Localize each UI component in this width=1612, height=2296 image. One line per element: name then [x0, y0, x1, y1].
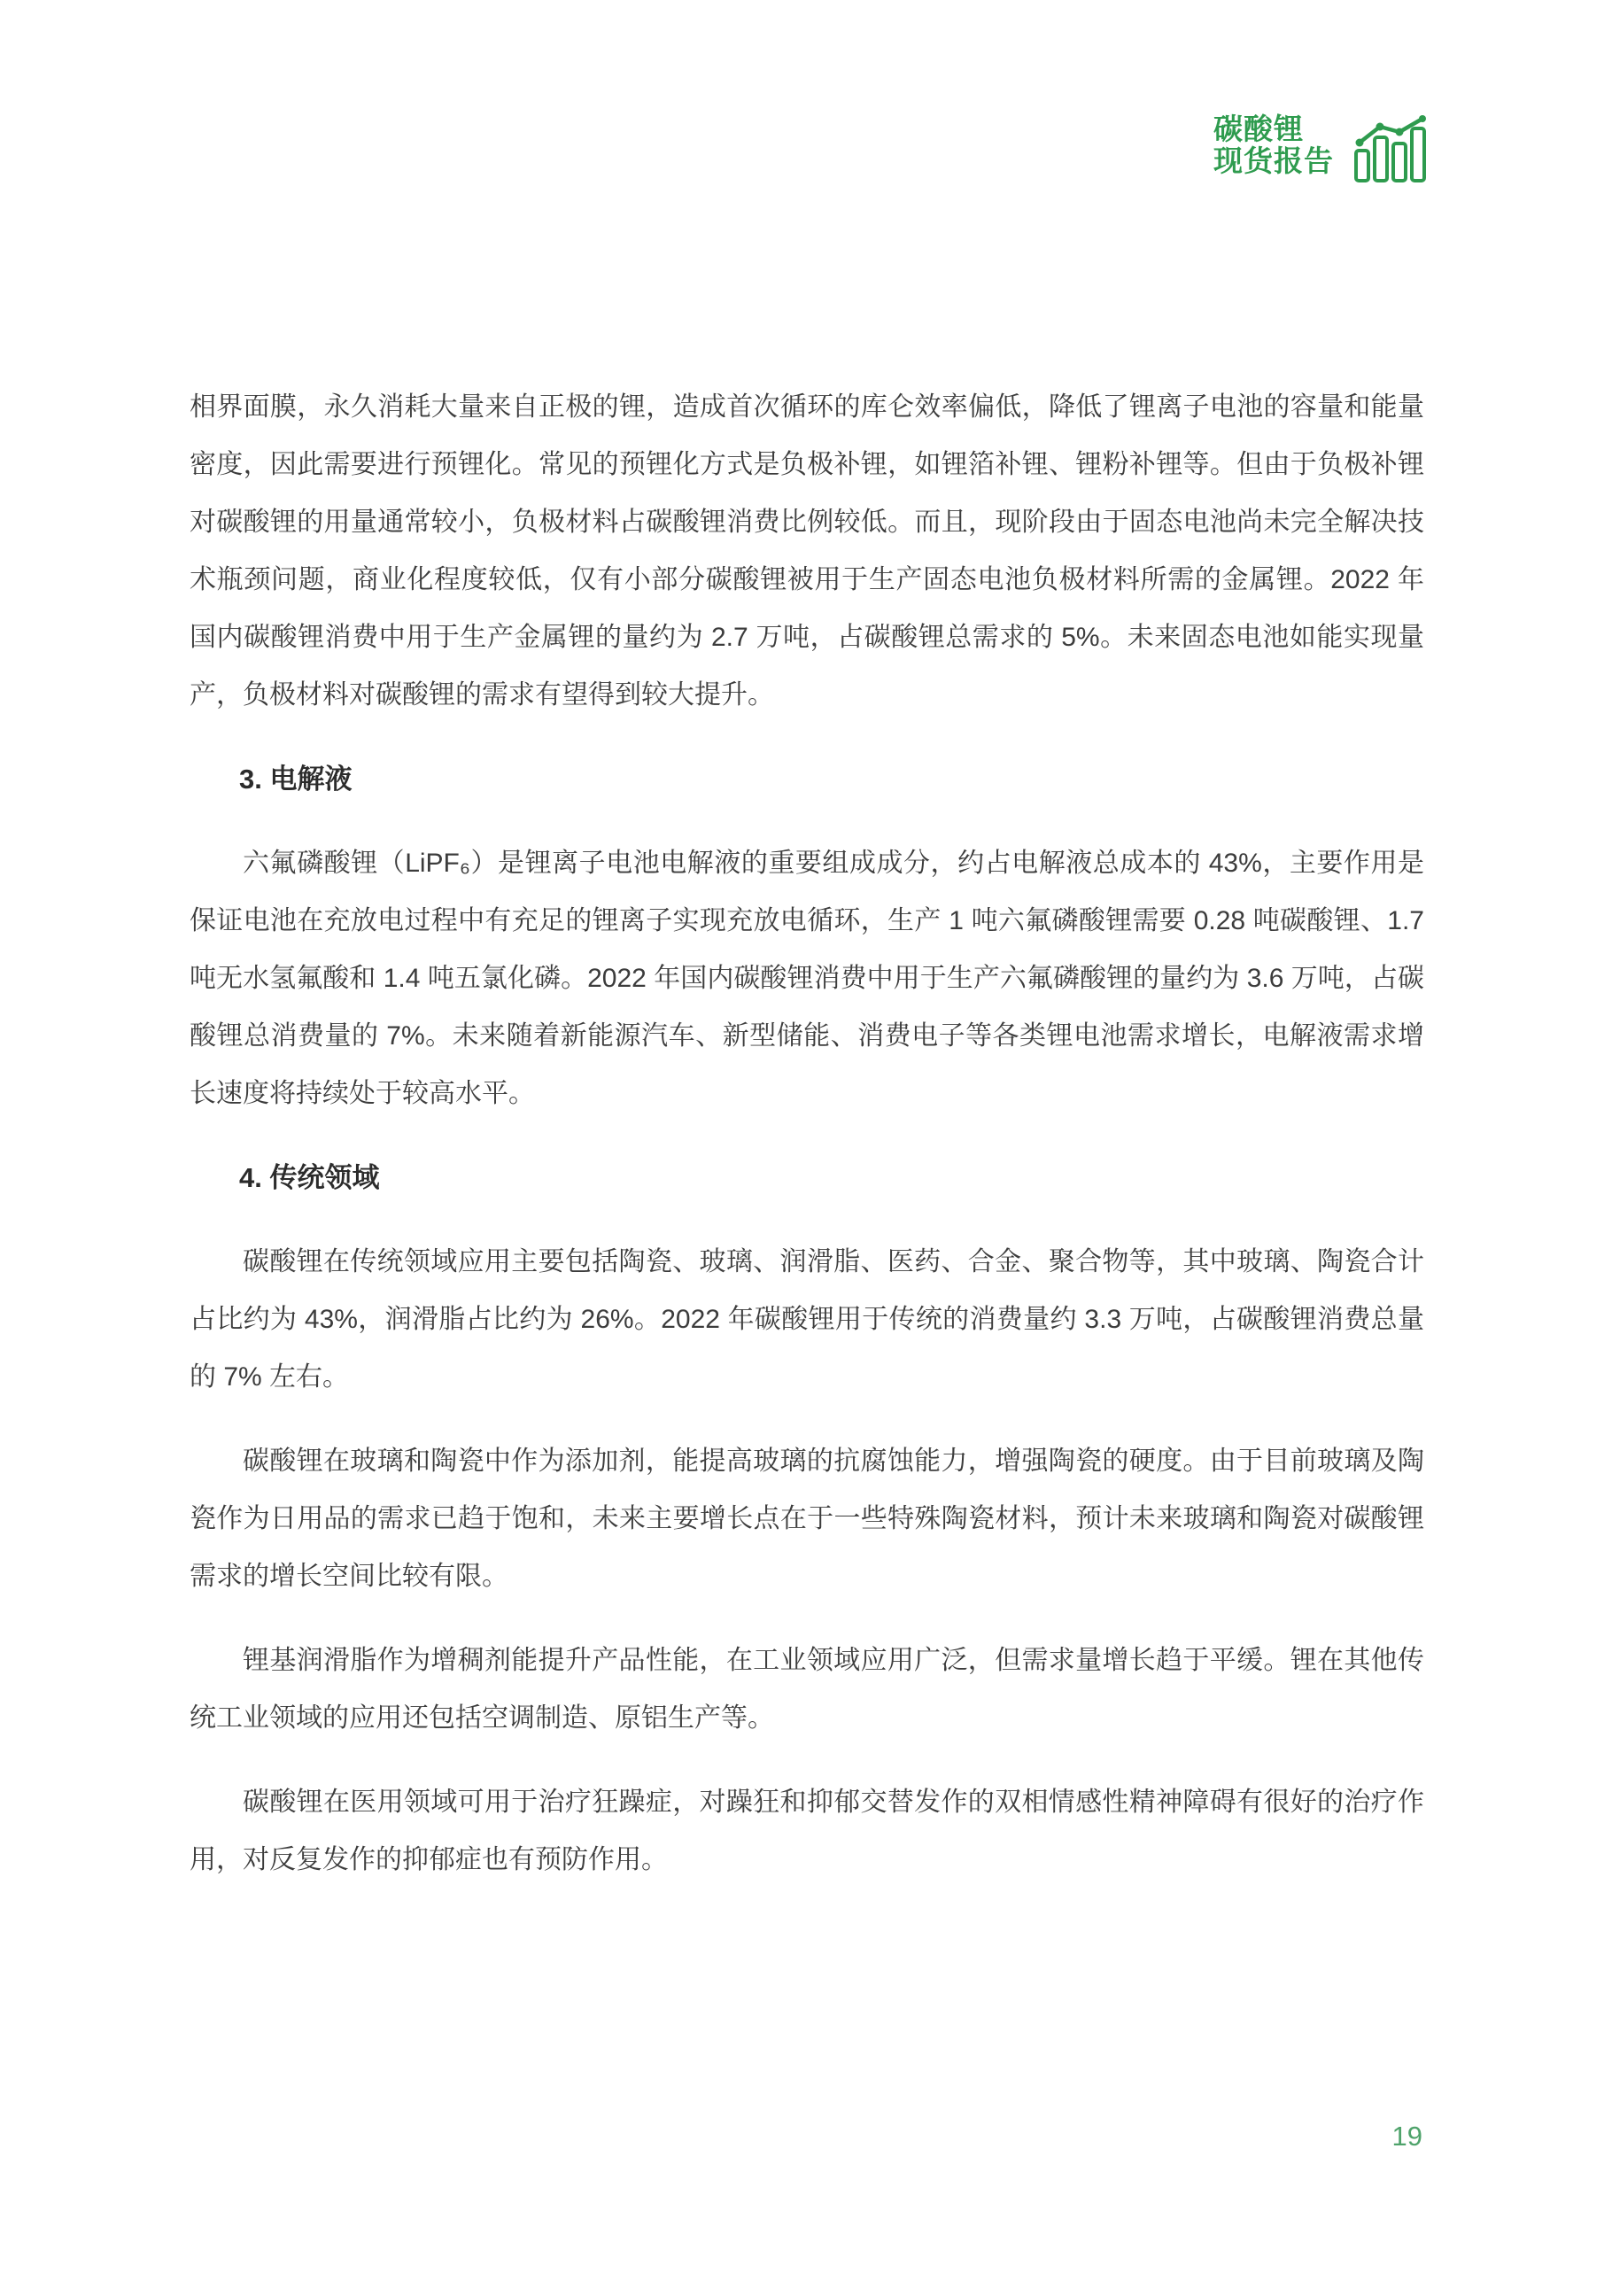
paragraph-medical-use: 碳酸锂在医用领域可用于治疗狂躁症，对躁狂和抑郁交替发作的双相情感性精神障碍有很好的治疗作用，对反复发作的抑郁症也有预防作用。 — [190, 1788, 1424, 1874]
paragraph-electrolyte: 六氟磷酸锂（LiPF₆）是锂离子电池电解液的重要组成成分，约占电解液总成本的 43%，主要作用是保证电池在充放电过程中有充足的锂离子实现充放电循环，生产 1 吨六氟磷酸锂需要 0.28 吨碳酸锂、1.7 吨无水氢氟酸和 1.4 吨五氯化磷。2022 年国内碳酸锂消费中用于生产六氟磷酸锂的量约为 3.6 万吨，占碳酸锂总消费量的 7%。未来随着新能源汽车、新型储能、消费电子等各类锂电池需求增长，电解液需求增长速度将持续处于较高水平。 — [190, 849, 1424, 1108]
document-body — [190, 378, 1424, 1915]
bar-chart-trend-icon — [1353, 113, 1428, 184]
logo-title-line2: 现货报告 — [1213, 144, 1334, 177]
paragraph-traditional-overview: 碳酸锂在传统领域应用主要包括陶瓷、玻璃、润滑脂、医药、合金、聚合物等，其中玻璃、陶瓷合计占比约为 43%，润滑脂占比约为 26%。2022 年碳酸锂用于传统的消费量约 3.3 万吨，占碳酸锂消费总量的 7% 左右。 — [190, 1247, 1424, 1392]
section-heading-electrolyte: 3. 电解液 — [239, 764, 353, 795]
report-logo — [1213, 113, 1428, 184]
section-heading-traditional: 4. 传统领域 — [239, 1162, 380, 1193]
paragraph-glass-ceramics: 碳酸锂在玻璃和陶瓷中作为添加剂，能提高玻璃的抗腐蚀能力，增强陶瓷的硬度。由于目前玻璃及陶瓷作为日用品的需求已趋于饱和，未来主要增长点在于一些特殊陶瓷材料，预计未来玻璃和陶瓷对碳酸锂需求的增长空间比较有限。 — [190, 1447, 1424, 1591]
page-number: 19 — [1391, 2121, 1422, 2152]
logo-title-line1: 碳酸锂 — [1213, 112, 1304, 145]
logo-text — [1213, 113, 1334, 177]
paragraph-anode-prelithiation: 相界面膜，永久消耗大量来自正极的锂，造成首次循环的库仑效率偏低，降低了锂离子电池的容量和能量密度，因此需要进行预锂化。常见的预锂化方式是负极补锂，如锂箔补锂、锂粉补锂等。但由于负极补锂对碳酸锂的用量通常较小，负极材料占碳酸锂消费比例较低。而且，现阶段由于固态电池尚未完全解决技术瓶颈问题，商业化程度较低，仅有小部分碳酸锂被用于生产固态电池负极材料所需的金属锂。2022 年国内碳酸锂消费中用于生产金属锂的量约为 2.7 万吨，占碳酸锂总需求的 5%。未来固态电池如能实现量产，负极材料对碳酸锂的需求有望得到较大提升。 — [190, 392, 1424, 710]
paragraph-lubricant-industry: 锂基润滑脂作为增稠剂能提升产品性能，在工业领域应用广泛，但需求量增长趋于平缓。锂在其他传统工业领域的应用还包括空调制造、原铝生产等。 — [190, 1646, 1424, 1733]
